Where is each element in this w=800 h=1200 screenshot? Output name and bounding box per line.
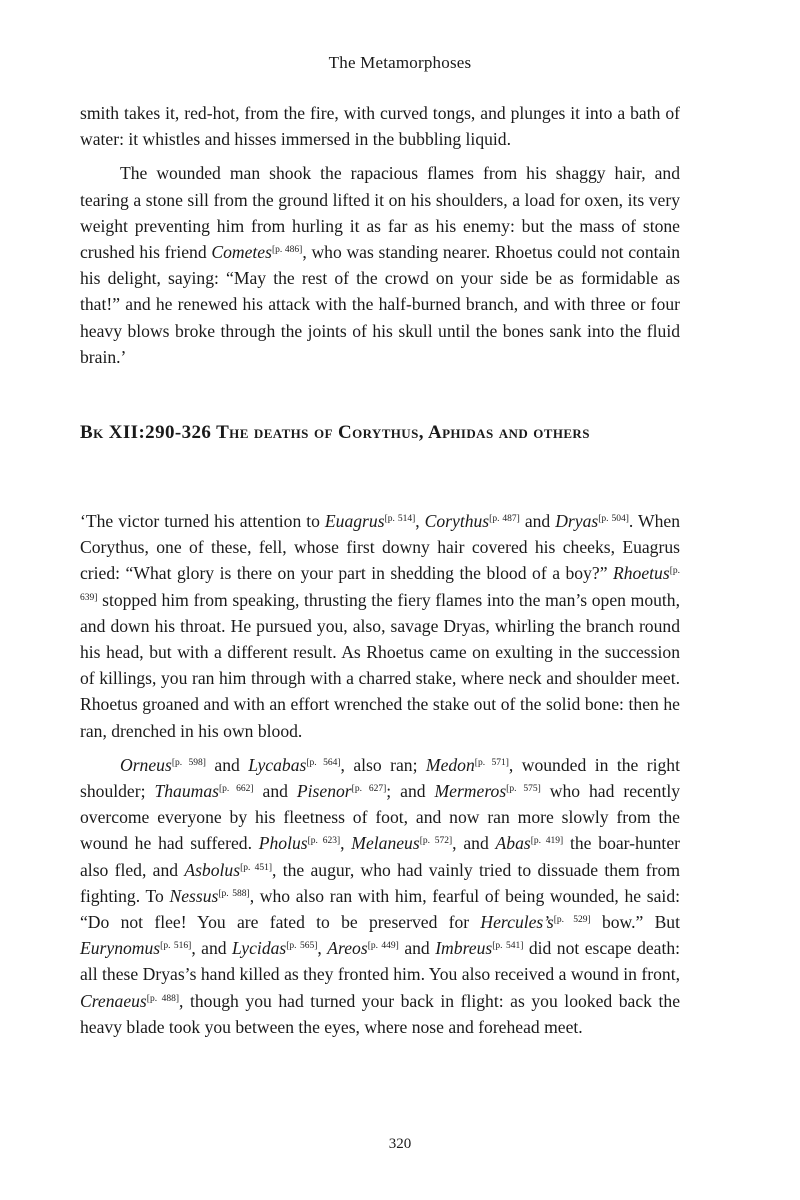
text-run: The wounded man shook the rapacious flames from his shaggy hair, and tearing a stone sill from the ground lifted it on his shoulders, a load for oxen, its very weight preventing him from hurling it as far as his enemy: but the mass of stone crushed his friend: [80, 163, 680, 263]
page-reference-link[interactable]: [p. 575]: [506, 784, 541, 795]
page-reference-link[interactable]: [p. 541]: [492, 941, 524, 952]
page-reference-link[interactable]: [p. 516]: [160, 941, 192, 952]
page-reference-link[interactable]: [p. 639]: [80, 566, 680, 603]
text-run: , and: [452, 833, 496, 854]
text-run: ,: [340, 833, 352, 854]
text-run: stopped him from speaking, thrusting the fiery flames into the man’s open mouth, and down his throat. He pursued you, also, savage Dryas, whirling the branch round his head, but with a different result. As Rhoetus came on exulting in the succession of killings, you ran him through with a charred stake, where neck and shoulder meet. Rhoetus groaned and with an effort wrenched the stake out of the solid bone: then he ran, drenched in his own blood.: [80, 589, 680, 741]
page-reference-link[interactable]: [p. 572]: [419, 836, 453, 847]
page-number: 320: [388, 1136, 412, 1152]
paragraph: [80, 752, 680, 1040]
paragraph: [80, 100, 680, 152]
text-run: , though you had turned your back in flight: as you looked back the heavy blade took you between the eyes, where nose and forehead meet.: [80, 990, 680, 1037]
character-name: Pholus: [258, 833, 308, 854]
page-reference-link[interactable]: [p. 627]: [351, 784, 387, 795]
text-run: and: [205, 754, 249, 775]
character-name: Orneus: [120, 754, 172, 775]
character-name: Eurynomus: [80, 938, 161, 959]
character-name: Crenaeus: [80, 990, 147, 1011]
section-heading: Bk XII:290-326 The deaths of Corythus, Aphidas and others: [80, 422, 590, 443]
text-run: . When Corythus, one of these, fell, whose first downy hair covered his cheeks, Euagrus cried: “What glory is there on your part in shedding the blood of a boy?”: [80, 511, 680, 584]
character-name: Dryas: [555, 511, 599, 531]
page-reference-link[interactable]: [p. 623]: [307, 836, 341, 847]
text-run: , who also ran with him, fearful of being wounded, he said: “Do not flee! You are fated to be preserved for: [80, 885, 680, 933]
character-name: Asbolus: [184, 859, 241, 880]
text-run: did not escape death: all these Dryas’s hand killed as they fronted him. You also received a wound in front,: [80, 938, 681, 985]
text-block-bottom: [80, 508, 680, 1040]
text-run: and: [398, 938, 436, 959]
character-name: Abas: [495, 833, 531, 854]
character-name: Lycidas: [232, 938, 287, 959]
page-reference-link[interactable]: [p. 487]: [489, 514, 520, 524]
character-name: Lycabas: [248, 754, 307, 775]
page-reference-link[interactable]: [p. 571]: [474, 757, 509, 768]
text-run: the boar-hunter also fled, and: [80, 833, 680, 880]
character-name: Euagrus: [324, 511, 385, 531]
page-reference-link[interactable]: [p. 662]: [218, 784, 254, 795]
character-name: Hercules’s: [480, 912, 554, 933]
text-run: ,: [317, 938, 328, 959]
page-reference-link[interactable]: [p. 451]: [240, 862, 273, 873]
text-run: smith takes it, red-hot, from the fire, with curved tongs, and plunges it into a bath of water: it whistles and hisses immersed in the bubbling liquid.: [80, 103, 680, 150]
character-name: Corythus: [424, 511, 490, 531]
text-run: , also ran;: [340, 754, 426, 775]
page-reference-link[interactable]: [p. 504]: [598, 514, 629, 524]
paragraph: [80, 160, 680, 370]
page-reference-link[interactable]: [p. 514]: [384, 514, 416, 524]
character-name: Mermeros: [434, 781, 507, 802]
text-run: ; and: [386, 781, 435, 802]
text-run: and: [519, 511, 556, 531]
running-head: The Metamorphoses: [328, 53, 472, 72]
character-name: Nessus: [169, 885, 219, 906]
character-name: Pisenor: [296, 781, 352, 802]
text-run: and: [253, 781, 297, 802]
text-run: bow.” But: [590, 912, 680, 933]
page-reference-link[interactable]: [p. 486]: [271, 245, 303, 256]
text-block-top: [80, 100, 680, 370]
text-run: , wounded in the right shoulder;: [80, 754, 680, 802]
text-run: who had recently overcome everyone by his fleetness of foot, and now ran more slowly from the wound he had suffered.: [80, 781, 681, 854]
text-run: ,: [415, 511, 425, 531]
page-reference-link[interactable]: [p. 588]: [218, 888, 250, 899]
page-reference-link[interactable]: [p. 419]: [530, 836, 564, 847]
page-reference-link[interactable]: [p. 564]: [306, 757, 341, 768]
text-run: , who was standing nearer. Rhoetus could not contain his delight, saying: “May the rest of the crowd on your side be as formidable as that!” and he renewed his attack with the half-burned branch, and with three or four heavy blows broke through the joints of his skull until the bones sank into the fluid brain.’: [80, 242, 681, 367]
text-run: , the augur, who had vainly tried to dissuade them from fighting. To: [80, 859, 681, 906]
text-run: , and: [191, 938, 233, 959]
page-reference-link[interactable]: [p. 529]: [553, 915, 591, 926]
page-reference-link[interactable]: [p. 488]: [146, 993, 180, 1004]
text-run: ‘The victor turned his attention to: [80, 511, 325, 531]
character-name: Imbreus: [435, 938, 493, 959]
character-name: Cometes: [211, 242, 272, 263]
page-reference-link[interactable]: [p. 565]: [286, 941, 318, 952]
page-reference-link[interactable]: [p. 598]: [171, 757, 206, 768]
character-name: Thaumas: [154, 781, 219, 802]
paragraph: [80, 508, 680, 744]
character-name: Melaneus: [351, 833, 420, 854]
character-name: Rhoetus: [613, 563, 670, 584]
character-name: Medon: [425, 754, 475, 775]
page-reference-link[interactable]: [p. 449]: [367, 941, 399, 952]
character-name: Areos: [327, 938, 368, 959]
